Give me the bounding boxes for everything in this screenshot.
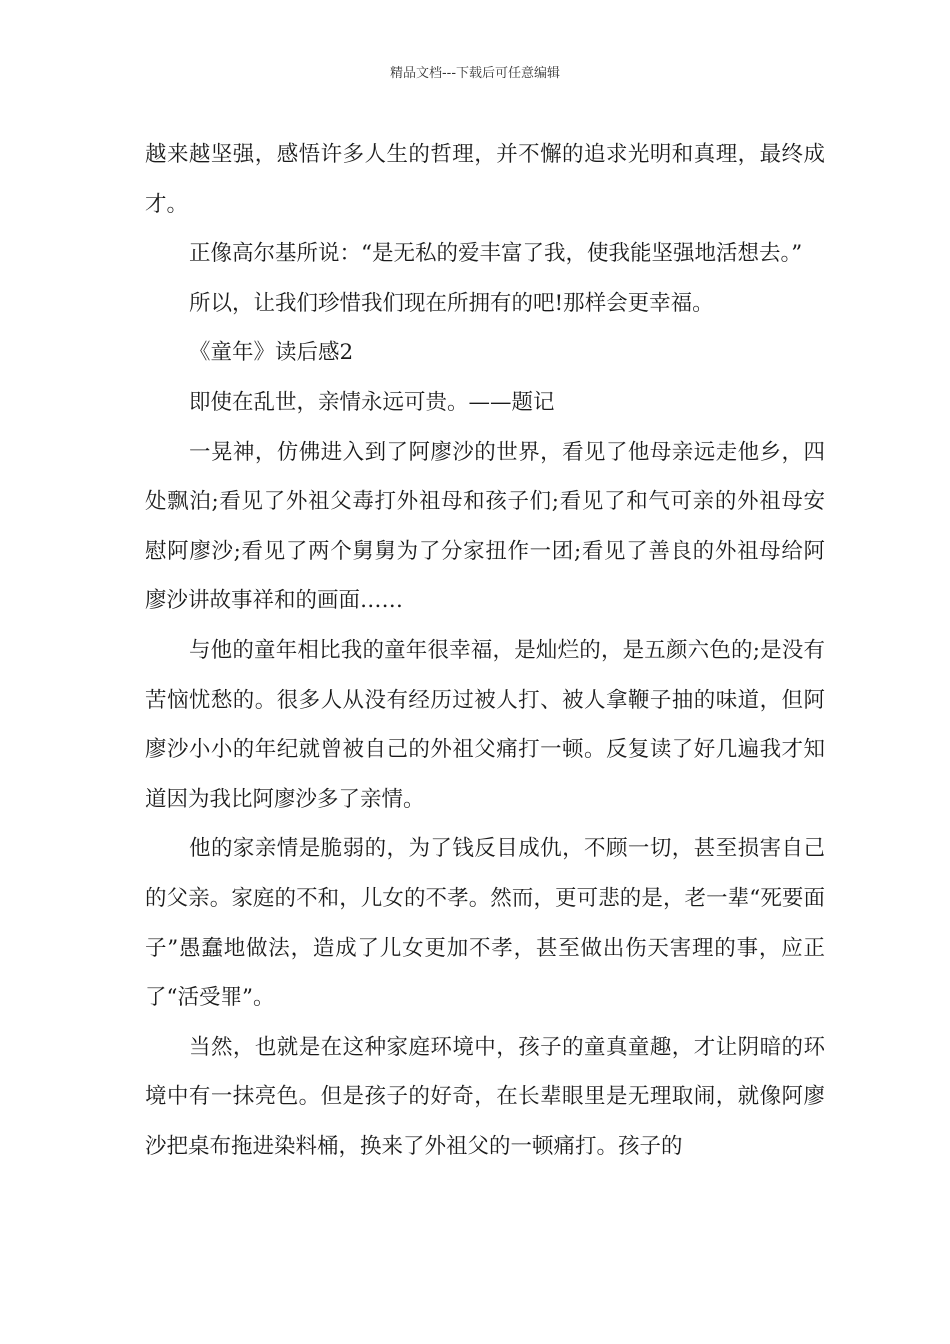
paragraph: 正像高尔基所说：“是无私的爱丰富了我，使我能坚强地活想去。” xyxy=(189,241,803,267)
paragraph: 他的家亲情是脆弱的，为了钱反目成仇，不顾一切，甚至损害自己的父亲。家庭的不和，儿女的不孝。然而，更可悲的是，老一辈“死要面子”愚蠢地做法，造成了儿女更加不孝，甚至做出伤天害理的事，应正了“活受罪”。 xyxy=(145,836,825,1011)
page-header: 精品文档---下载后可任意编辑 xyxy=(389,66,561,81)
paragraph: 一晃神，仿佛进入到了阿廖沙的世界，看见了他母亲远走他乡，四处飘泊;看见了外祖父毒打外祖母和孩子们;看见了和气可亲的外祖母安慰阿廖沙;看见了两个舅舅为了分家扭作一团;看见了善良的外祖母给阿廖沙讲故事祥和的画面…… xyxy=(145,439,825,614)
paragraph: 当然，也就是在这种家庭环境中，孩子的童真童趣，才让阴暗的环境中有一抹亮色。但是孩子的好奇，在长辈眼里是无理取闹，就像阿廖沙把桌布拖进染料桶，换来了外祖父的一顿痛打。孩子的 xyxy=(145,1034,825,1159)
paragraph: 越来越坚强，感悟许多人生的哲理，并不懈的追求光明和真理，最终成才。 xyxy=(145,142,825,217)
epigraph: 即使在乱世，亲情永远可贵。——题记 xyxy=(189,389,555,415)
paragraph: 与他的童年相比我的童年很幸福，是灿烂的，是五颜六色的;是没有苦恼忧愁的。很多人从没有经历过被人打、被人拿鞭子抽的味道，但阿廖沙小小的年纪就曾被自己的外祖父痛打一顿。反复读了好几遍我才知道因为我比阿廖沙多了亲情。 xyxy=(145,637,825,812)
document-body xyxy=(145,130,825,1171)
paragraph: 所以，让我们珍惜我们现在所拥有的吧!那样会更幸福。 xyxy=(189,290,714,316)
section-heading: 《童年》读后感2 xyxy=(189,340,354,366)
